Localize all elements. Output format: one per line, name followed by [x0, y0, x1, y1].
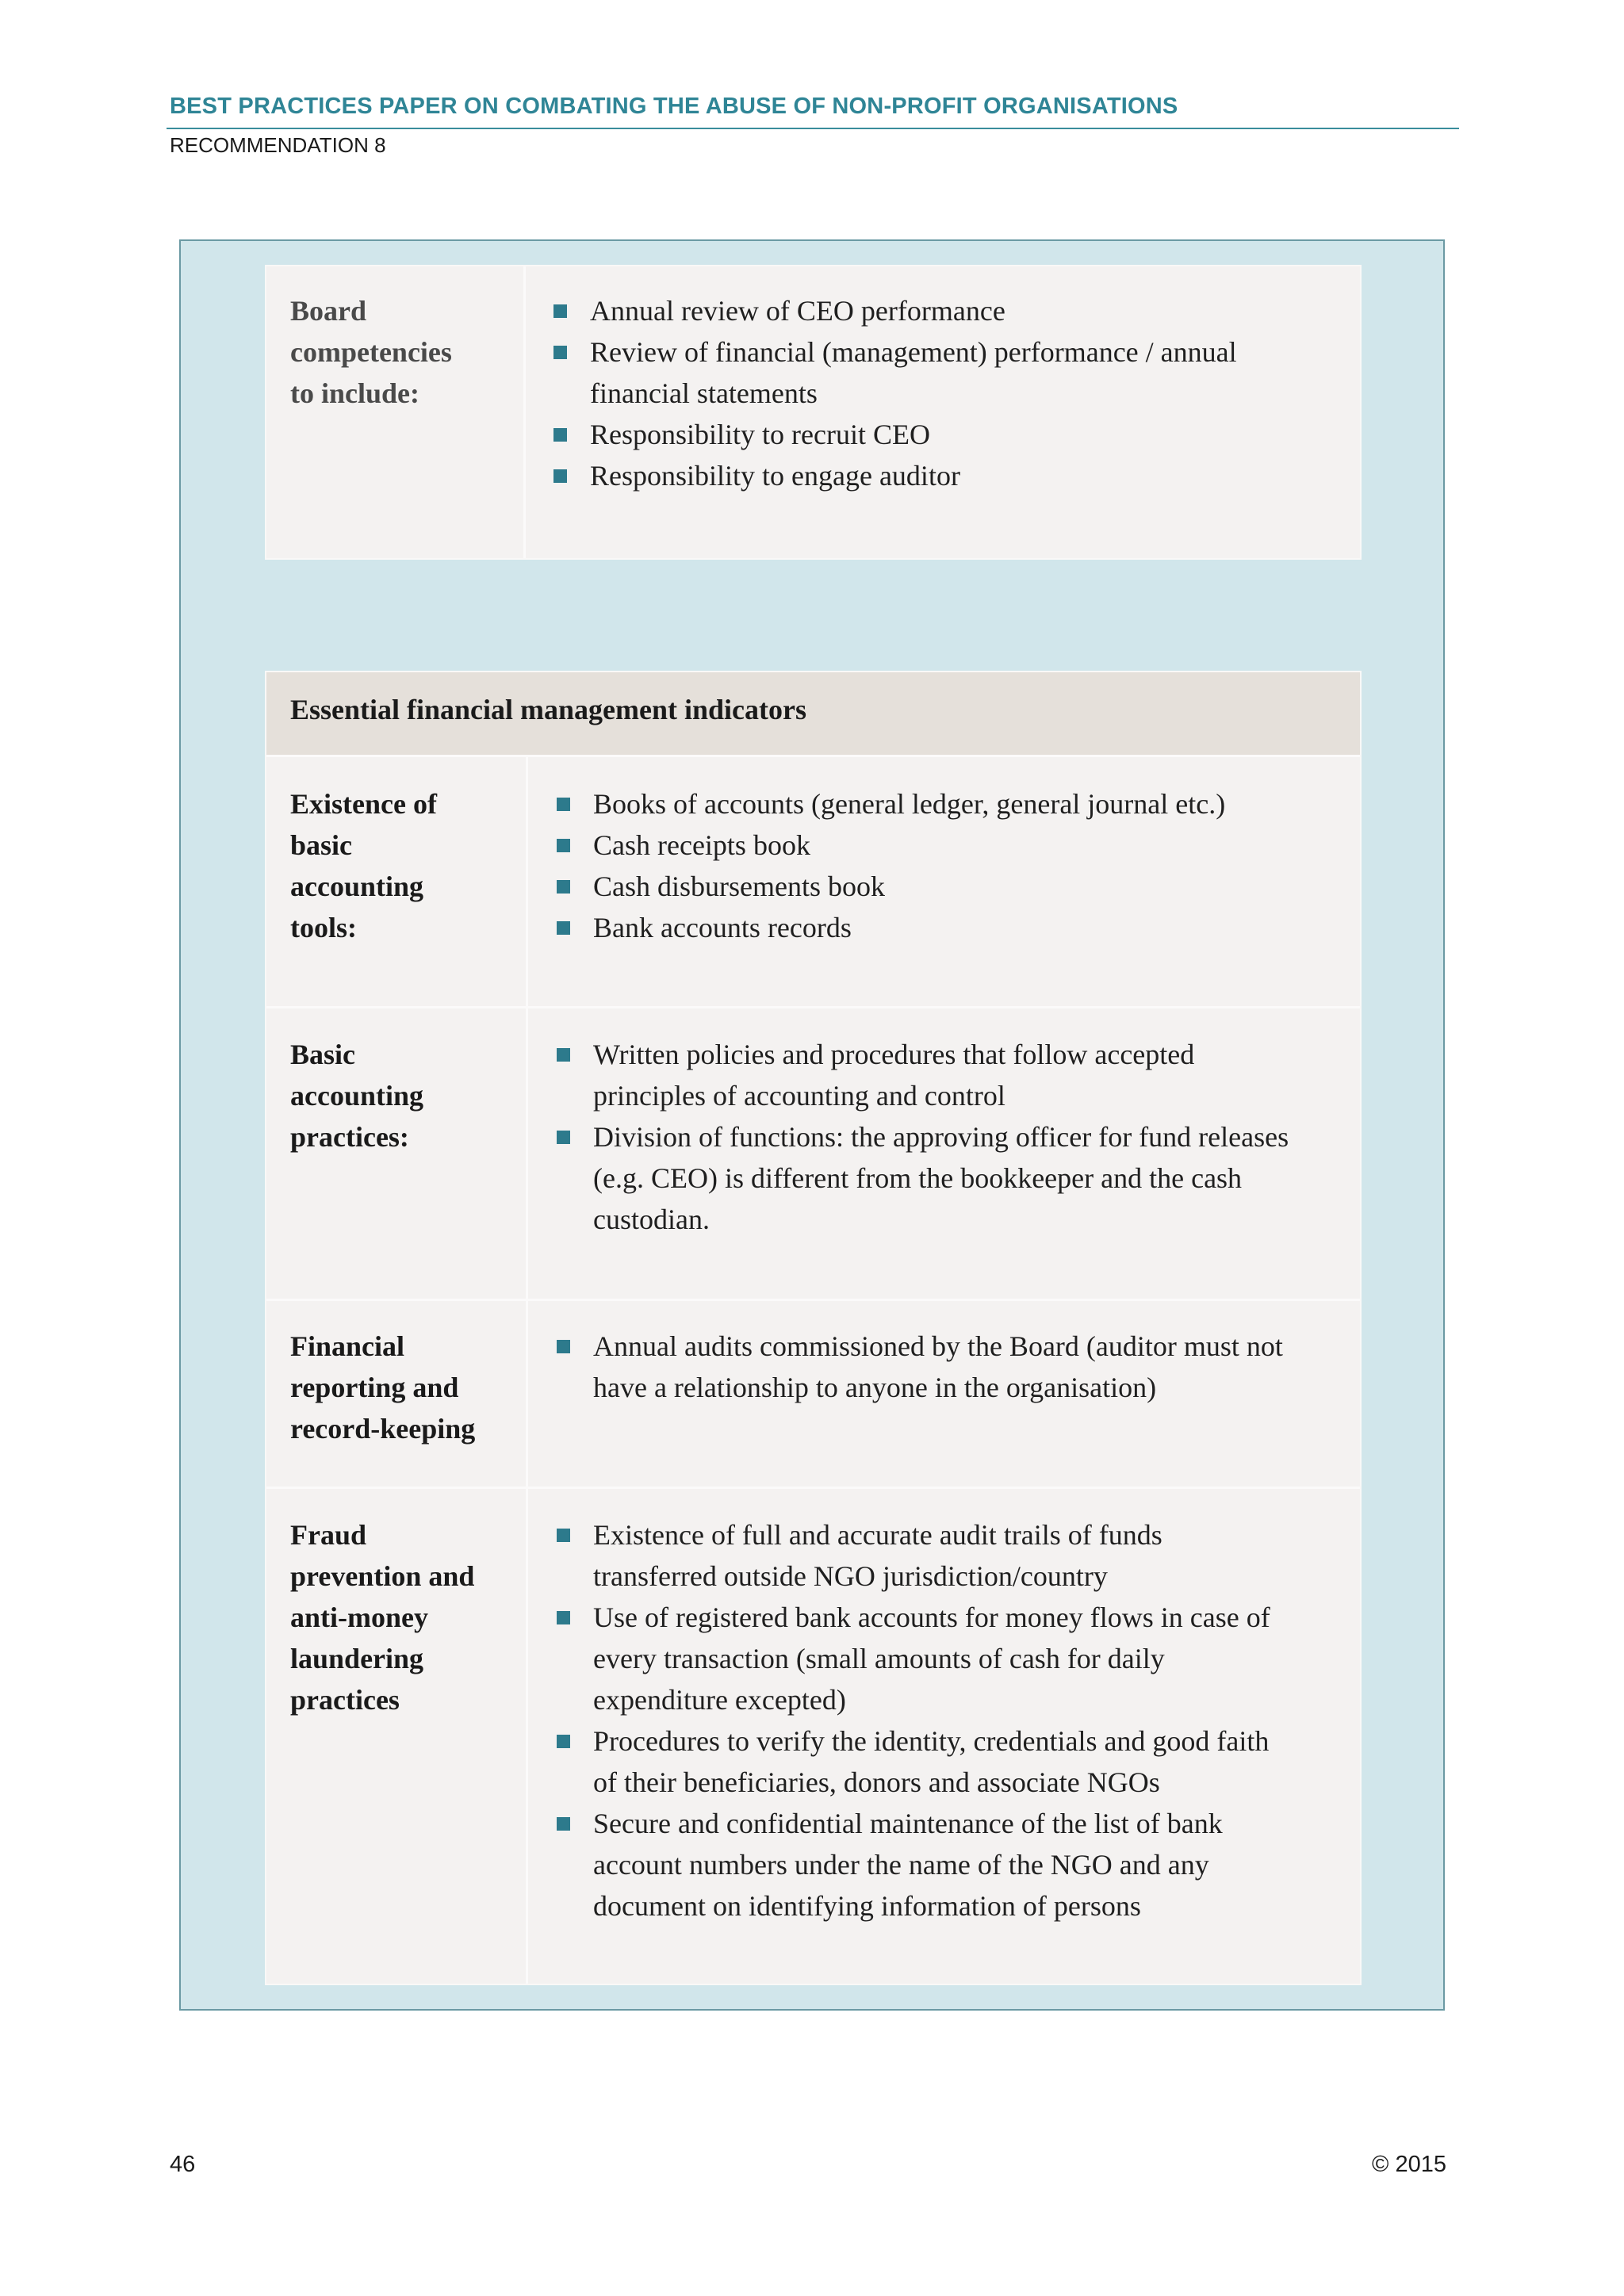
- square-bullet-icon: [557, 1817, 570, 1831]
- label-line: Existence of: [290, 788, 437, 820]
- list-item: [550, 414, 1335, 455]
- square-bullet-icon: [553, 469, 567, 483]
- square-bullet-icon: [557, 798, 570, 811]
- indicator-label-financial-reporting: [290, 1326, 475, 1449]
- list-item: [553, 1720, 1291, 1803]
- label-line: Board: [290, 295, 367, 327]
- label-line: Fraud: [290, 1519, 367, 1551]
- indicators-card: [265, 671, 1362, 1985]
- square-bullet-icon: [557, 1529, 570, 1542]
- list-item-text: Cash disbursements book: [593, 871, 885, 902]
- square-bullet-icon: [557, 1611, 570, 1624]
- list-item: [553, 825, 1339, 866]
- list-item-text: Annual review of CEO performance: [590, 295, 1005, 327]
- list-item-text: Use of registered bank accounts for money flows in case of every transaction (small amounts of cash for daily expenditure excepted): [593, 1601, 1270, 1716]
- label-line: laundering: [290, 1643, 424, 1674]
- copyright: © 2015: [1372, 2152, 1446, 2177]
- page-header-title: BEST PRACTICES PAPER ON COMBATING THE ABUSE OF NON-PROFIT ORGANISATIONS: [170, 94, 1178, 119]
- column-divider: [526, 757, 528, 1984]
- square-bullet-icon: [557, 839, 570, 852]
- square-bullet-icon: [557, 880, 570, 894]
- list-item-text: Responsibility to recruit CEO: [590, 419, 930, 450]
- list-item-text: Written policies and procedures that follow accepted principles of accounting and control: [593, 1039, 1195, 1112]
- list-item: [553, 783, 1339, 825]
- square-bullet-icon: [557, 921, 570, 935]
- page-header-subtitle: RECOMMENDATION 8: [170, 133, 386, 157]
- list-item: [553, 1803, 1291, 1927]
- square-bullet-icon: [553, 428, 567, 442]
- list-item: [550, 455, 1335, 496]
- board-competencies-card: [265, 265, 1362, 560]
- label-line: Financial: [290, 1330, 405, 1362]
- page-number: 46: [170, 2152, 196, 2177]
- indicator-items-financial-reporting: [553, 1326, 1307, 1408]
- list-item: [553, 1326, 1307, 1408]
- label-line: practices:: [290, 1121, 409, 1153]
- indicator-label-accounting-tools: [290, 783, 437, 948]
- label-line: anti-money: [290, 1601, 428, 1633]
- list-item-text: Review of financial (management) performance / annual financial statements: [590, 336, 1237, 409]
- square-bullet-icon: [553, 346, 567, 359]
- label-line: reporting and: [290, 1372, 459, 1403]
- list-item: [550, 290, 1335, 331]
- list-item-text: Responsibility to engage auditor: [590, 460, 960, 492]
- list-item: [553, 866, 1339, 907]
- header-rule: [167, 128, 1459, 129]
- row-divider: [266, 1299, 1360, 1301]
- list-item: [553, 907, 1339, 948]
- square-bullet-icon: [553, 304, 567, 318]
- label-line: accounting: [290, 871, 424, 902]
- indicator-items-fraud-prevention: [553, 1514, 1291, 1927]
- indicator-items-accounting-tools: [553, 783, 1339, 948]
- label-line: accounting: [290, 1080, 424, 1112]
- label-line: basic: [290, 829, 353, 861]
- label-line: competencies: [290, 336, 452, 368]
- label-line: to include:: [290, 377, 420, 409]
- indicators-heading-row: [266, 672, 1360, 755]
- list-item-text: Existence of full and accurate audit trails of funds transferred outside NGO jurisdiction/country: [593, 1519, 1162, 1592]
- label-line: Basic: [290, 1039, 356, 1070]
- row-divider: [266, 755, 1360, 757]
- list-item: [553, 1597, 1291, 1720]
- list-item: [550, 331, 1335, 414]
- row-divider: [266, 1006, 1360, 1008]
- list-item-text: Books of accounts (general ledger, general journal etc.): [593, 788, 1226, 820]
- label-line: prevention and: [290, 1560, 475, 1592]
- list-item-text: Procedures to verify the identity, credentials and good faith of their beneficiaries, donors and associate NGOs: [593, 1725, 1270, 1798]
- square-bullet-icon: [557, 1131, 570, 1144]
- column-divider: [523, 266, 526, 558]
- board-items-list: [550, 290, 1335, 496]
- list-item: [553, 1116, 1291, 1240]
- indicator-label-accounting-practices: [290, 1034, 423, 1158]
- label-line: tools:: [290, 912, 357, 943]
- label-line: practices: [290, 1684, 400, 1716]
- indicators-heading: Essential financial management indicators: [290, 694, 807, 725]
- list-item: [553, 1034, 1291, 1116]
- label-line: record-keeping: [290, 1413, 476, 1445]
- row-divider: [266, 1487, 1360, 1489]
- indicator-items-accounting-practices: [553, 1034, 1291, 1240]
- list-item-text: Annual audits commissioned by the Board (auditor must not have a relationship to anyone in the organisation): [593, 1330, 1283, 1403]
- list-item-text: Secure and confidential maintenance of the list of bank account numbers under the name of the NGO and any document on identifying information of persons: [593, 1808, 1223, 1922]
- square-bullet-icon: [557, 1048, 570, 1062]
- square-bullet-icon: [557, 1340, 570, 1353]
- list-item: [553, 1514, 1291, 1597]
- square-bullet-icon: [557, 1735, 570, 1748]
- list-item-text: Division of functions: the approving officer for fund releases (e.g. CEO) is different from the bookkeeper and the cash custodian.: [593, 1121, 1289, 1235]
- list-item-text: Bank accounts records: [593, 912, 852, 943]
- indicator-label-fraud-prevention: [290, 1514, 474, 1720]
- board-label: [290, 290, 452, 414]
- list-item-text: Cash receipts book: [593, 829, 810, 861]
